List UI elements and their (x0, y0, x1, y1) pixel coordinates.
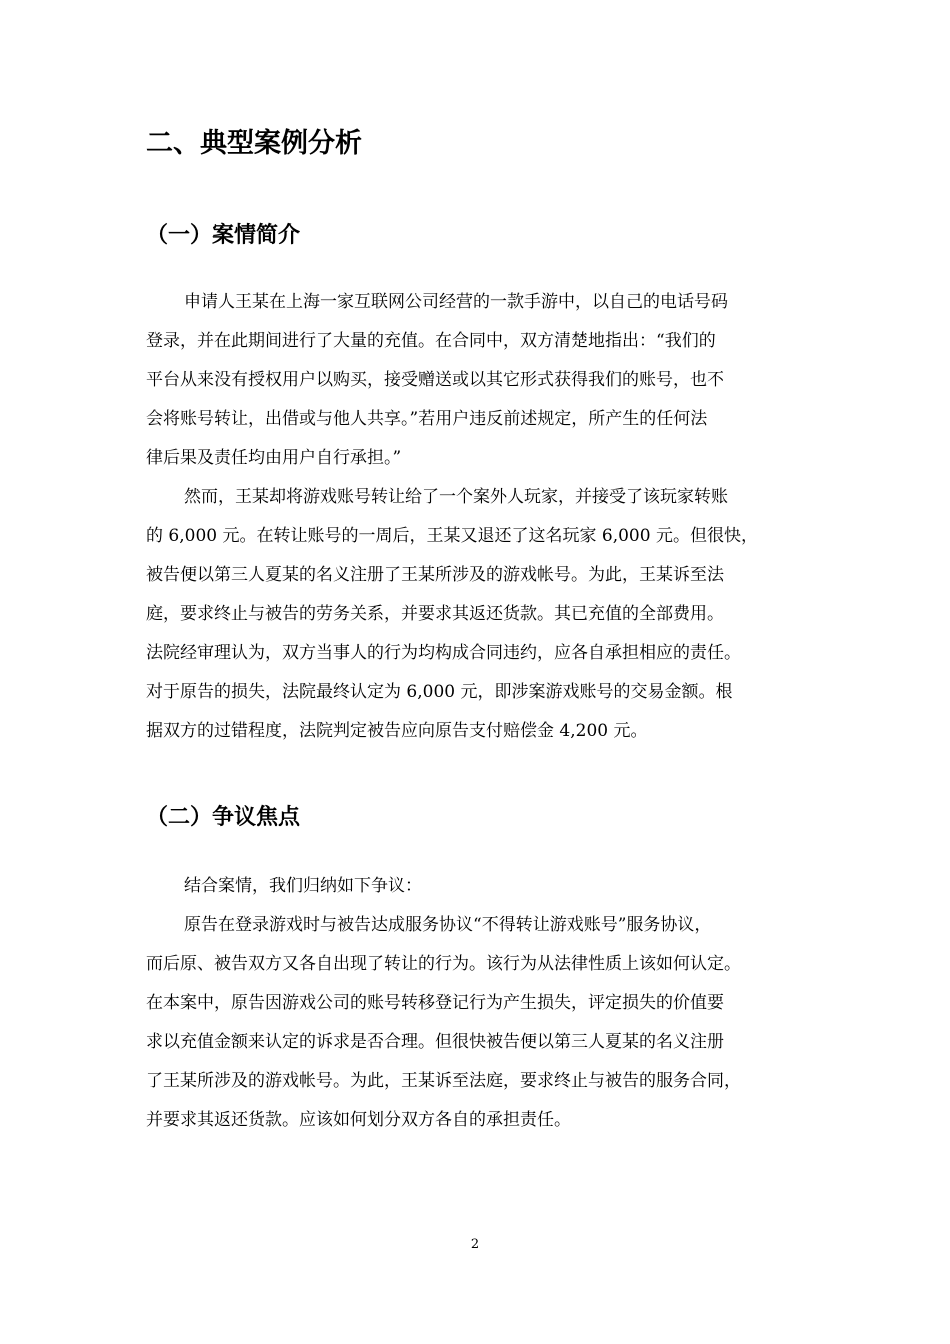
text-line: 在本案中，原告因游戏公司的账号转移登记行为产生损失，评定损失的价值要 (146, 993, 724, 1013)
text-line: 的 6,000 元。在转让账号的一周后，王某又退还了这名玩家 6,000 元。但很快， (146, 526, 758, 546)
text-line: 对于原告的损失，法院最终认定为 6,000 元，即涉案游戏账号的交易金额。根 (146, 682, 733, 702)
text-line: 被告便以第三人夏某的名义注册了王某所涉及的游戏帐号。为此，王某诉至法 (146, 565, 724, 585)
text-line: 会将账号转让，出借或与他人共享。”若用户违反前述规定，所产生的任何法 (146, 409, 708, 429)
page-number: 2 (470, 1237, 480, 1252)
section-title-case-summary: （一）案情简介 (146, 223, 301, 248)
text-line: 法院经审理认为，双方当事人的行为均构成合同违约，应各自承担相应的责任。 (146, 643, 741, 663)
section-title-dispute-focus: （二）争议焦点 (146, 805, 301, 830)
text-line: 然而，王某却将游戏账号转让给了一个案外人玩家，并接受了该玩家转账 (184, 487, 728, 507)
text-line: 登录，并在此期间进行了大量的充值。在合同中，双方清楚地指出：“我们的 (146, 331, 716, 351)
paragraph-case-ruling (146, 478, 806, 751)
text-line: 申请人王某在上海一家互联网公司经营的一款手游中，以自己的电话号码 (184, 292, 728, 312)
paragraph-case-background (146, 283, 806, 478)
text-line: 律后果及责任均由用户自行承担。” (146, 448, 402, 468)
text-line: 庭，要求终止与被告的劳务关系，并要求其返还货款。其已充值的全部费用。 (146, 604, 724, 624)
text-line: 了王某所涉及的游戏帐号。为此，王某诉至法庭，要求终止与被告的服务合同， (146, 1071, 741, 1091)
chapter-heading: 二、典型案例分析 (146, 128, 362, 159)
text-line: 原告在登录游戏时与被告达成服务协议“不得转让游戏账号”服务协议， (184, 915, 712, 935)
text-line: 平台从来没有授权用户以购买，接受赠送或以其它形式获得我们的账号，也不 (146, 370, 724, 390)
paragraph-dispute-details (146, 906, 806, 1140)
text-line: 据双方的过错程度，法院判定被告应向原告支付赔偿金 4,200 元。 (146, 721, 648, 741)
text-line: 求以充值金额来认定的诉求是否合理。但很快被告便以第三人夏某的名义注册 (146, 1032, 724, 1052)
paragraph-dispute-intro (146, 867, 806, 906)
text-line: 结合案情，我们归纳如下争议： (184, 876, 422, 896)
text-line: 而后原、被告双方又各自出现了转让的行为。该行为从法律性质上该如何认定。 (146, 954, 741, 974)
text-line: 并要求其返还货款。应该如何划分双方各自的承担责任。 (146, 1110, 571, 1130)
